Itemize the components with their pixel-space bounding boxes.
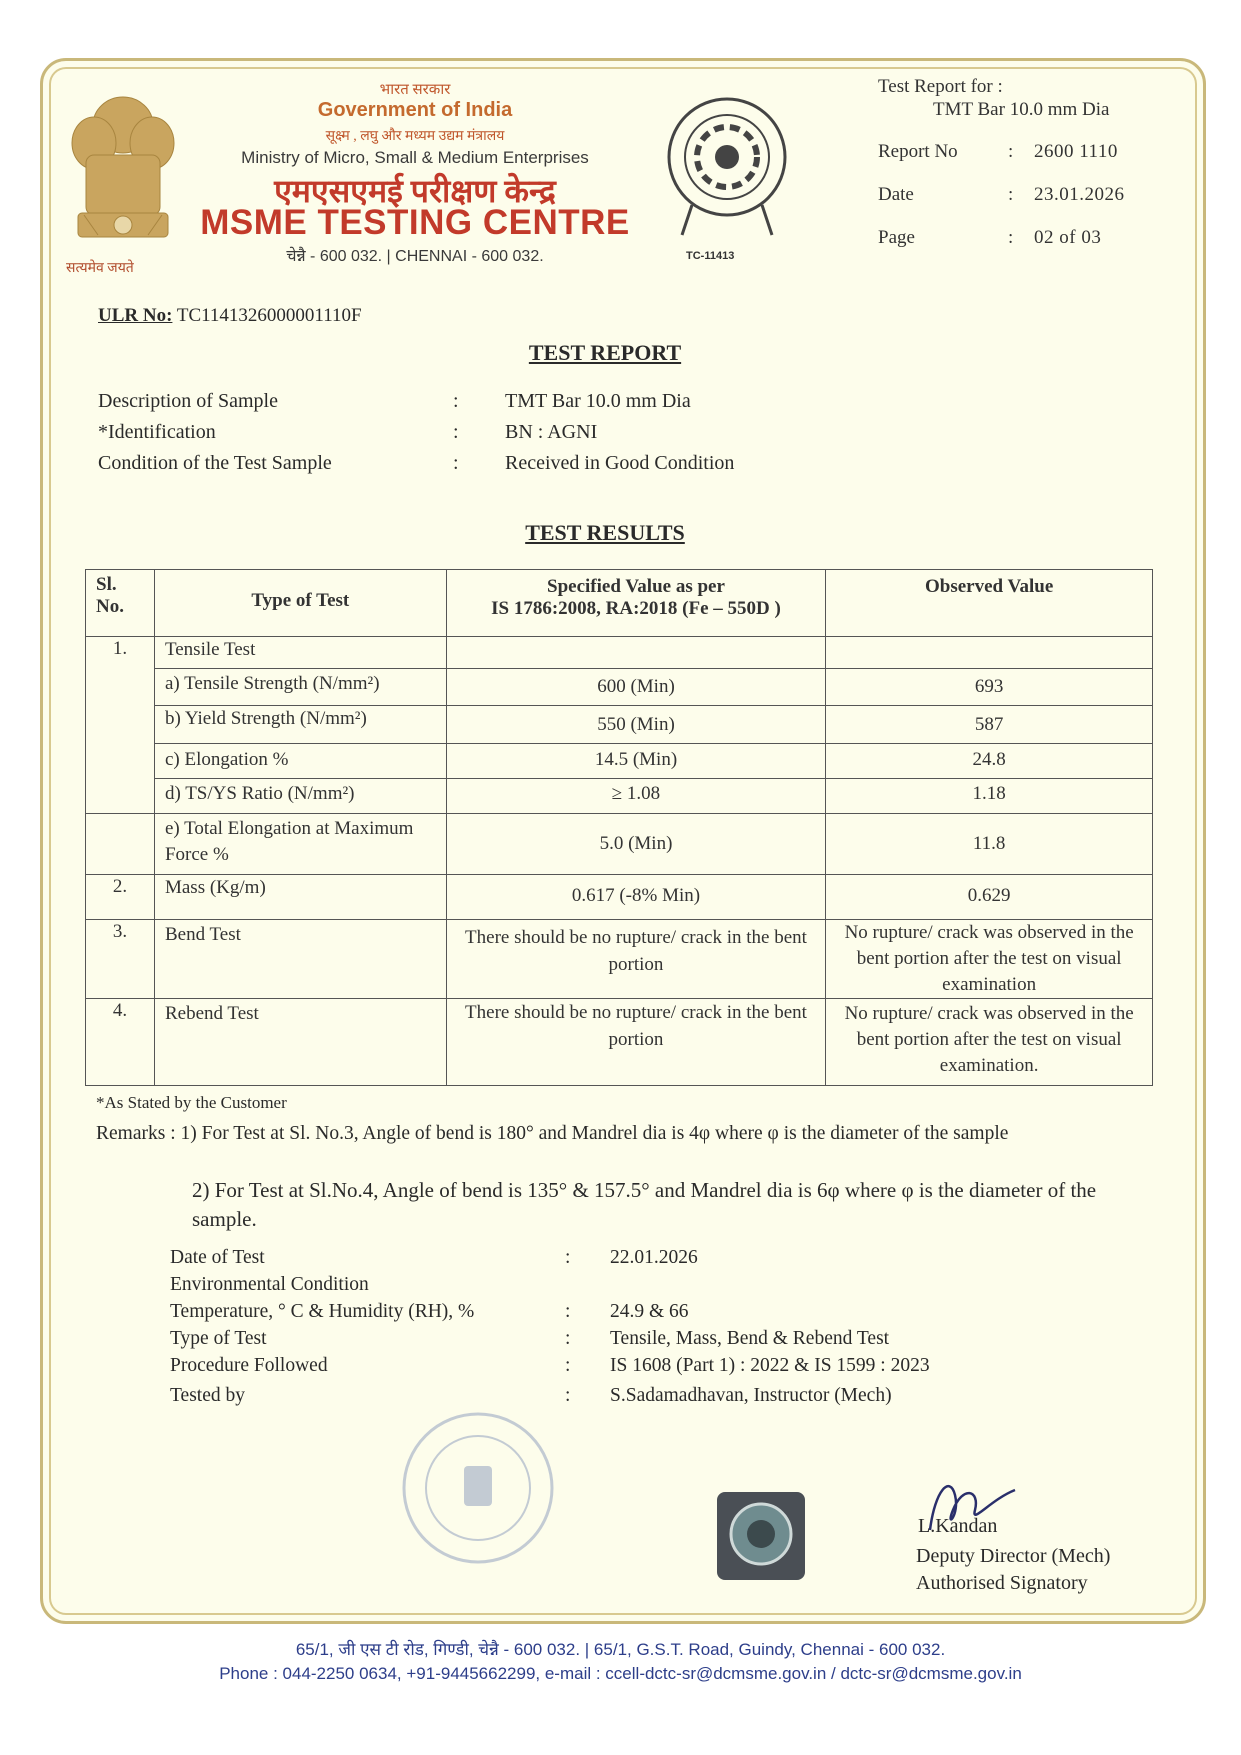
page-value: 02 of 03 xyxy=(1034,227,1102,248)
sample-value: TMT Bar 10.0 mm Dia xyxy=(505,390,691,412)
info-value: 24.9 & 66 xyxy=(610,1301,689,1322)
cell-sl xyxy=(86,814,155,875)
office-seal-icon xyxy=(398,1408,558,1568)
info-label: Date of Test xyxy=(170,1247,265,1268)
cell-obs: 11.8 xyxy=(826,814,1153,875)
date-value: 23.01.2026 xyxy=(1034,184,1125,205)
info-value: 22.01.2026 xyxy=(610,1247,698,1268)
header-spec-line2: IS 1786:2008, RA:2018 (Fe – 550D ) xyxy=(491,598,781,619)
date-label: Date xyxy=(878,184,914,205)
header-hindi-ministry: सूक्ष्म , लघु और मध्यम उद्यम मंत्रालय xyxy=(325,129,505,144)
colon: : xyxy=(565,1301,571,1322)
footer-contact: Phone : 044-2250 0634, +91-9445662299, e-mail : ccell-dctc-sr@dcmsme.gov.in / dctc-sr@dcmsme.gov.in xyxy=(219,1664,1022,1683)
colon: : xyxy=(565,1385,571,1406)
signatory-authority: Authorised Signatory xyxy=(916,1572,1088,1594)
sample-value: BN : AGNI xyxy=(505,421,598,443)
header-sl-no: Sl. No. xyxy=(86,570,155,637)
results-title: TEST RESULTS xyxy=(525,520,685,545)
colon xyxy=(565,1274,610,1301)
cell-sl xyxy=(86,706,155,744)
hologram-sticker-icon xyxy=(713,1488,809,1584)
info-row xyxy=(170,1247,1070,1274)
cell-type: d) TS/YS Ratio (N/mm²) xyxy=(154,779,446,814)
sample-row xyxy=(98,390,838,421)
page-label: Page xyxy=(878,227,915,248)
info-label: Type of Test xyxy=(170,1328,267,1349)
sample-row xyxy=(98,421,838,452)
cell-sl xyxy=(86,779,155,814)
table-row xyxy=(86,706,1153,744)
report-no-label: Report No xyxy=(878,141,958,162)
colon: : xyxy=(565,1247,571,1268)
sample-label: Condition of the Test Sample xyxy=(98,452,332,474)
info-row xyxy=(170,1328,1070,1355)
cell-spec: There should be no rupture/ crack in the bent portion xyxy=(446,999,826,1086)
cell-obs xyxy=(826,637,1153,669)
table-row xyxy=(86,920,1153,999)
testing-centre-logo-icon xyxy=(662,95,792,245)
emblem-motto: सत्यमेव जयते xyxy=(66,261,134,276)
table-row xyxy=(86,999,1153,1086)
cell-type: b) Yield Strength (N/mm²) xyxy=(154,706,446,744)
cell-sl: 3. xyxy=(86,920,155,999)
report-for-label: Test Report for : xyxy=(878,76,1003,97)
cell-type: Rebend Test xyxy=(154,999,446,1086)
cell-spec: There should be no rupture/ crack in the bent portion xyxy=(446,920,826,999)
cell-sl xyxy=(86,744,155,779)
customer-note: *As Stated by the Customer xyxy=(96,1093,287,1112)
ulr-label: ULR No: xyxy=(98,305,173,326)
header-ministry: Ministry of Micro, Small & Medium Enterprises xyxy=(241,148,589,167)
cell-spec: 5.0 (Min) xyxy=(446,814,826,875)
date-row xyxy=(878,184,1188,227)
header-observed-value: Observed Value xyxy=(826,570,1153,637)
sample-row xyxy=(98,452,838,483)
cell-type: Mass (Kg/m) xyxy=(154,875,446,920)
report-meta xyxy=(878,76,1188,270)
info-value: IS 1608 (Part 1) : 2022 & IS 1599 : 2023 xyxy=(610,1355,930,1376)
info-label: Tested by xyxy=(170,1385,245,1406)
info-value: S.Sadamadhavan, Instructor (Mech) xyxy=(610,1385,892,1406)
sample-value: Received in Good Condition xyxy=(505,452,735,474)
tc-number: TC-11413 xyxy=(686,250,735,262)
sample-label: Description of Sample xyxy=(98,390,278,412)
report-no-value: 2600 1110 xyxy=(1034,141,1118,162)
cell-type: c) Elongation % xyxy=(154,744,446,779)
report-for-value: TMT Bar 10.0 mm Dia xyxy=(933,99,1110,120)
report-no-row xyxy=(878,141,1188,184)
cell-obs: No rupture/ crack was observed in the bent portion after the test on visual examination. xyxy=(826,999,1153,1086)
header-centre-name: MSME TESTING CENTRE xyxy=(200,203,630,242)
remark-1: Remarks : 1) For Test at Sl. No.3, Angle of bend is 180° and Mandrel dia is 4φ where φ is the diameter of the sample xyxy=(96,1123,1009,1144)
table-row xyxy=(86,779,1153,814)
test-info xyxy=(170,1247,1070,1412)
table-row xyxy=(86,814,1153,875)
colon: : xyxy=(453,452,459,474)
cell-obs: 693 xyxy=(826,669,1153,706)
table-row xyxy=(86,875,1153,920)
cell-sl: 4. xyxy=(86,999,155,1086)
colon: : xyxy=(1008,227,1014,248)
header-specified-value xyxy=(446,570,826,637)
ulr-value: TC1141326000001110F xyxy=(176,305,362,326)
national-emblem-icon xyxy=(64,85,182,275)
colon: : xyxy=(1008,141,1014,162)
cell-spec: 14.5 (Min) xyxy=(446,744,826,779)
table-row xyxy=(86,669,1153,706)
sample-details xyxy=(98,390,838,483)
info-label: Environmental Condition xyxy=(170,1274,369,1295)
header-government: Government of India xyxy=(317,99,513,121)
table-header-row xyxy=(86,570,1153,637)
cell-obs: 0.629 xyxy=(826,875,1153,920)
cell-sl xyxy=(86,669,155,706)
cell-obs: 1.18 xyxy=(826,779,1153,814)
colon: : xyxy=(453,390,459,412)
cell-type: e) Total Elongation at Maximum Force % xyxy=(154,814,446,875)
info-row xyxy=(170,1274,1070,1301)
header-address: चेन्नै - 600 032. | CHENNAI - 600 032. xyxy=(286,248,544,265)
info-row xyxy=(170,1385,1070,1412)
sample-label: *Identification xyxy=(98,421,216,443)
info-label: Temperature, ° C & Humidity (RH), % xyxy=(170,1301,475,1322)
colon: : xyxy=(565,1328,571,1349)
header-hindi-centre: एमएसएमई परीक्षण केन्द्र xyxy=(274,173,556,209)
report-title: TEST REPORT xyxy=(528,340,682,365)
cell-spec xyxy=(446,637,826,669)
cell-type: a) Tensile Strength (N/mm²) xyxy=(154,669,446,706)
cell-spec: 600 (Min) xyxy=(446,669,826,706)
info-label: Procedure Followed xyxy=(170,1355,328,1376)
results-table xyxy=(85,569,1153,1086)
info-row xyxy=(170,1301,1070,1328)
colon: : xyxy=(453,421,459,443)
table-row xyxy=(86,637,1153,669)
info-value: Tensile, Mass, Bend & Rebend Test xyxy=(610,1328,890,1349)
signatory-name: L.Kandan xyxy=(918,1515,998,1537)
cell-sl: 2. xyxy=(86,875,155,920)
cell-spec: 550 (Min) xyxy=(446,706,826,744)
header-spec-line1: Specified Value as per xyxy=(547,576,725,597)
ulr-number xyxy=(98,305,362,327)
cell-spec: ≥ 1.08 xyxy=(446,779,826,814)
cell-type: Tensile Test xyxy=(154,637,446,669)
header-type-of-test: Type of Test xyxy=(154,570,446,637)
footer-address: 65/1, जी एस टी रोड, गिण्डी, चेन्नै - 600 032. | 65/1, G.S.T. Road, Guindy, Chennai - 600 032. xyxy=(295,1640,946,1659)
cell-obs: 587 xyxy=(826,706,1153,744)
cell-obs: 24.8 xyxy=(826,744,1153,779)
cell-sl: 1. xyxy=(86,637,155,669)
remark-2: 2) For Test at Sl.No.4, Angle of bend is 135° & 157.5° and Mandrel dia is 6φ where φ is the diameter of the sample. xyxy=(192,1178,1097,1231)
header-hindi-government: भारत सरकार xyxy=(379,82,451,98)
signatory-role: Deputy Director (Mech) xyxy=(916,1545,1111,1567)
colon: : xyxy=(1008,184,1014,205)
table-row xyxy=(86,744,1153,779)
cell-obs: No rupture/ crack was observed in the bent portion after the test on visual examination xyxy=(826,920,1153,999)
colon: : xyxy=(565,1355,571,1376)
page-row xyxy=(878,227,1188,270)
cell-spec: 0.617 (-8% Min) xyxy=(446,875,826,920)
info-row xyxy=(170,1355,1070,1382)
cell-type: Bend Test xyxy=(154,920,446,999)
